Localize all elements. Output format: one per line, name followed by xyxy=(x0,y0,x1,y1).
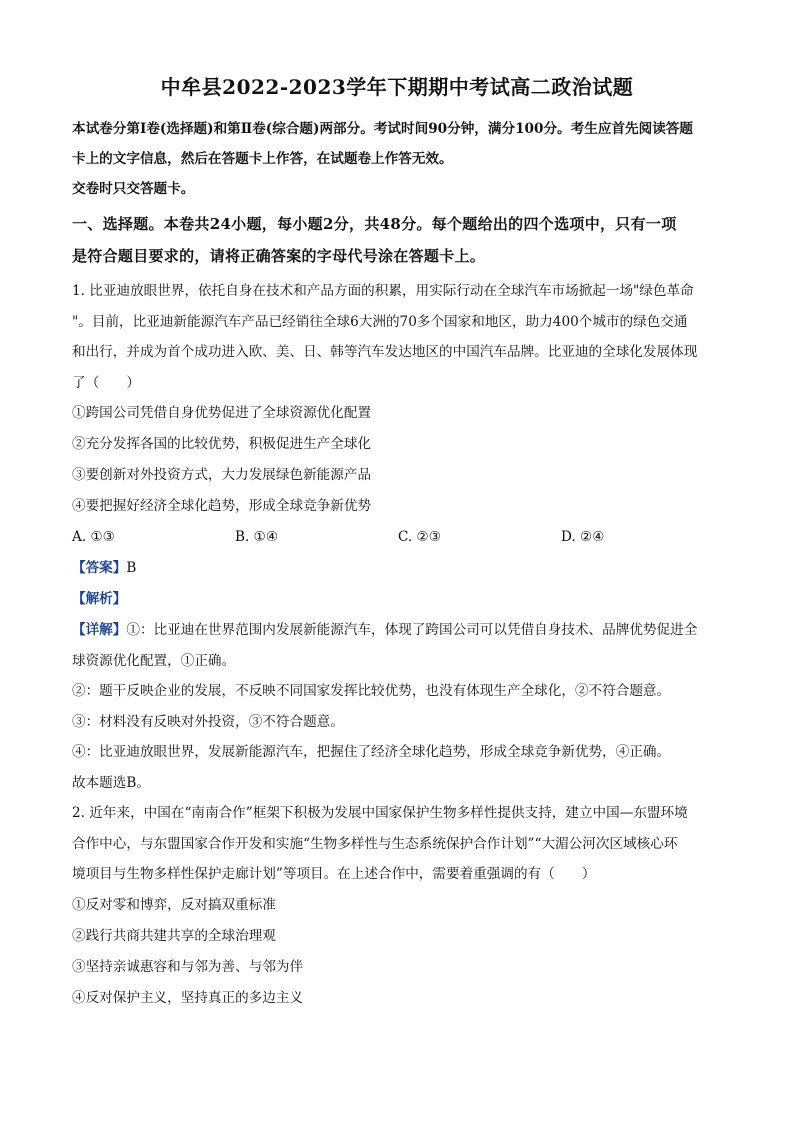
answer-line xyxy=(72,553,722,584)
question-1 xyxy=(72,276,722,798)
statement-option: ③坚持亲诚惠容和与邻为善、与邻为伴 xyxy=(72,958,304,975)
statement-option: ①跨国公司凭借自身优势促进了全球资源优化配置 xyxy=(72,405,372,421)
exam-instructions xyxy=(72,114,722,204)
detail-line: ④：比亚迪放眼世界，发展新能源汽车，把握住了经济全球化趋势，形成全球竞争新优势，④正确。 xyxy=(72,744,671,760)
question-stem-line: 2. 近年来，中国在“南南合作”框架下积极为发展中国家保护生物多样性提供支持，建立中国—东盟环境 xyxy=(72,805,688,821)
instruction-line: 交卷时只交答题卡。 xyxy=(72,181,195,197)
question-stem-line: 和出行，并成为首个成功进入欧、美、日、韩等汽车发达地区的中国汽车品牌。比亚迪的全球化发展体现 xyxy=(72,344,698,360)
question-stem-line: 合作中心，与东盟国家合作开发和实施“生物多样性与生态系统保护合作计划”“大湄公河次区域核心环 xyxy=(72,835,678,852)
detail-line: 故本题选B。 xyxy=(72,774,150,791)
analysis-line xyxy=(72,584,722,615)
detail-text: ①：比亚迪在世界范围内发展新能源汽车，体现了跨国公司可以凭借自身技术、品牌优势促进全 xyxy=(126,622,698,638)
statement-option: ④要把握好经济全球化趋势，形成全球竞争新优势 xyxy=(72,498,372,514)
statement-option: ②践行共商共建共享的全球治理观 xyxy=(72,927,276,944)
detail-line xyxy=(72,615,722,646)
statement-option: ④反对保护主义，坚持真正的多边主义 xyxy=(72,989,304,1006)
choice-a: A. ①③ xyxy=(72,529,115,545)
detail-line: 球资源优化配置，①正确。 xyxy=(72,652,236,669)
detail-label: 【详解】 xyxy=(72,622,127,638)
answer-choices xyxy=(72,522,722,553)
section-heading-line: 一、选择题。本卷共24小题，每小题2分，共48分。每个题给出的四个选项中，只有一项 xyxy=(72,215,677,233)
choice-b: B. ①④ xyxy=(235,529,279,545)
answer-value: B xyxy=(126,560,137,576)
instruction-line: 卡上的文字信息，然后在答题卡上作答，在试题卷上作答无效。 xyxy=(72,151,453,167)
question-stem-line: 境项目与生物多样性保护走廊计划”等项目。在上述合作中，需要着重强调的有（ ） xyxy=(72,866,596,882)
choice-c: C. ②③ xyxy=(398,529,441,545)
section-heading-line: 是符合题目要求的，请将正确答案的字母代号涂在答题卡上。 xyxy=(72,247,486,265)
choice-d: D. ②④ xyxy=(561,529,605,545)
question-stem-line: 了（ ） xyxy=(72,374,140,391)
detail-line: ③：材料没有反映对外投资，③不符合题意。 xyxy=(72,713,344,730)
question-2 xyxy=(72,798,722,1014)
question-stem-line: 1. 比亚迪放眼世界，依托自身在技术和产品方面的积累，用实际行动在全球汽车市场掀起一场"绿色革命 xyxy=(72,283,694,299)
statement-option: ①反对零和博弈，反对搞双重标准 xyxy=(72,896,276,913)
section-heading xyxy=(72,208,722,272)
analysis-label: 【解析】 xyxy=(72,591,127,607)
answer-label: 【答案】 xyxy=(72,560,127,576)
statement-option: ②充分发挥各国的比较优势，积极促进生产全球化 xyxy=(72,436,372,452)
statement-option: ③要创新对外投资方式，大力发展绿色新能源产品 xyxy=(72,467,372,483)
instruction-line: 本试卷分第Ⅰ卷(选择题)和第Ⅱ卷(综合题)两部分。考试时间90分钟，满分100分。考生应首先阅读答题 xyxy=(72,121,693,137)
detail-line: ②：题干反映企业的发展，不反映不同国家发挥比较优势，也没有体现生产全球化，②不符合题意。 xyxy=(72,683,671,699)
question-stem-line: "。目前，比亚迪新能源汽车产品已经销往全球6大洲的70多个国家和地区，助力400个城市的绿色交通 xyxy=(72,313,688,330)
page-title: 中牟县2022-2023学年下期期中考试高二政治试题 xyxy=(160,75,634,99)
